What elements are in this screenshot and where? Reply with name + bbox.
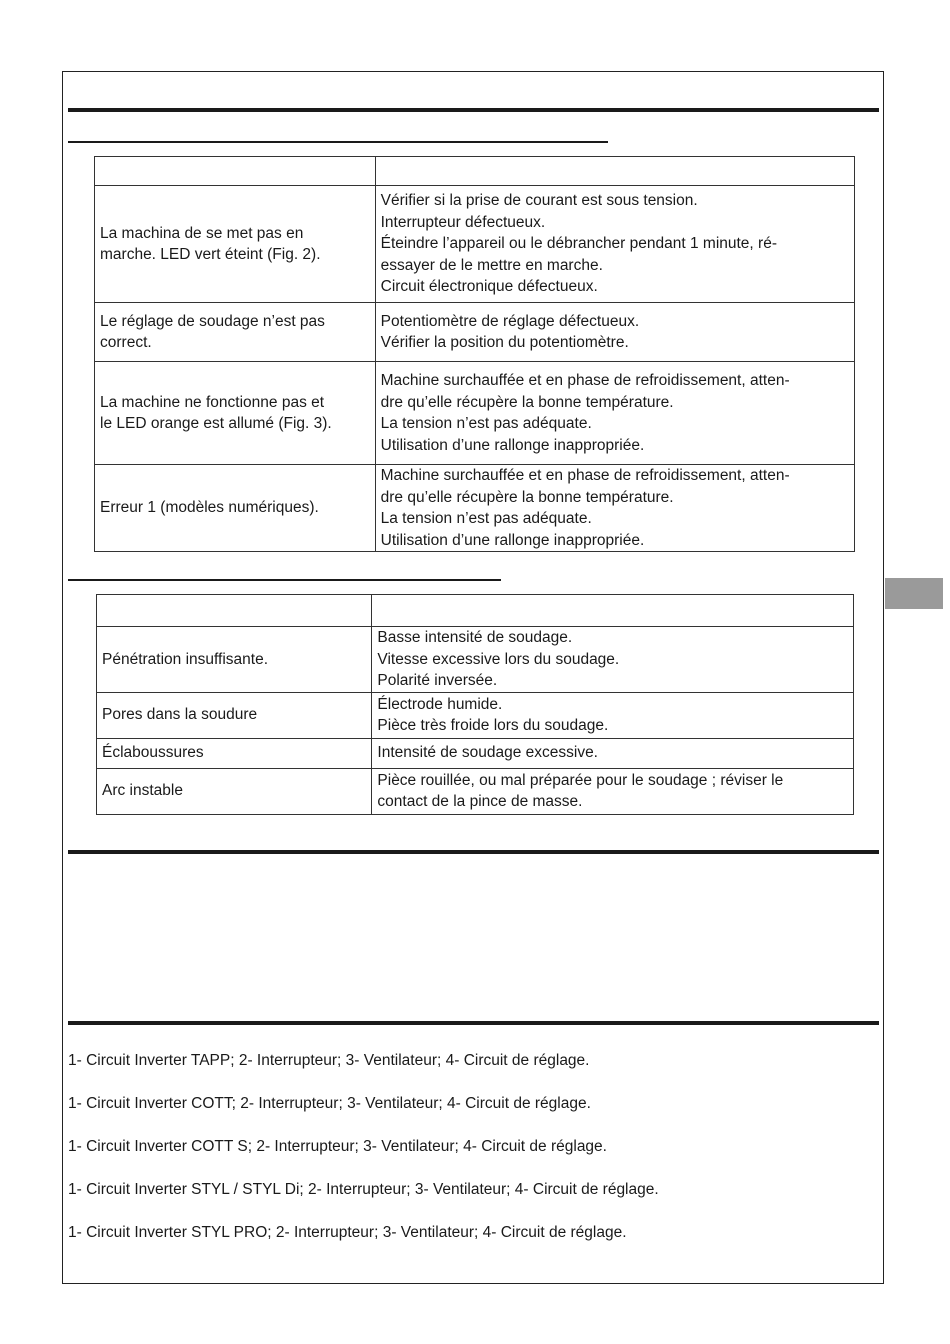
troubleshooting-table-welding <box>96 594 854 815</box>
table-header-row <box>97 595 854 627</box>
problem-cell: Éclaboussures <box>97 738 372 768</box>
section-rule-troubleshooting <box>68 108 879 112</box>
problem-cell: La machina de se met pas en marche. LED vert éteint (Fig. 2). <box>95 186 376 303</box>
parts-list-item: 1- Circuit Inverter COTT; 2- Interrupteur; 3- Ventilateur; 4- Circuit de réglage. <box>68 1095 591 1112</box>
table-row <box>95 362 855 465</box>
cause-cell: Électrode humide. Pièce très froide lors du soudage. <box>372 692 854 738</box>
problem-cell: Pores dans la soudure <box>97 692 372 738</box>
header-cell-cause <box>375 157 854 186</box>
problem-cell: La machine ne fonctionne pas et le LED orange est allumé (Fig. 3). <box>95 362 376 465</box>
troubleshooting-table-machine <box>94 156 855 552</box>
table-header-row <box>95 157 855 186</box>
table-row <box>95 186 855 303</box>
table-row <box>97 768 854 814</box>
cause-cell: Basse intensité de soudage. Vitesse excessive lors du soudage. Polarité inversée. <box>372 627 854 693</box>
problem-cell: Pénétration insuffisante. <box>97 627 372 693</box>
cause-cell: Machine surchauffée et en phase de refroidissement, atten- dre qu’elle récupère la bonne température. La tension n’est pas adéquate. Utilisation d’une rallonge inappropriée. <box>375 465 854 552</box>
table-row <box>97 627 854 693</box>
subsection-rule-welding <box>68 579 501 581</box>
table-row <box>97 738 854 768</box>
problem-cell: Erreur 1 (modèles numériques). <box>95 465 376 552</box>
section-rule-middle <box>68 850 879 854</box>
parts-list-item: 1- Circuit Inverter STYL / STYL Di; 2- Interrupteur; 3- Ventilateur; 4- Circuit de réglage. <box>68 1181 659 1198</box>
cause-cell: Machine surchauffée et en phase de refroidissement, atten- dre qu’elle récupère la bonne température. La tension n’est pas adéquate. Utilisation d’une rallonge inappropriée. <box>375 362 854 465</box>
table-row <box>95 303 855 362</box>
parts-list-item: 1- Circuit Inverter TAPP; 2- Interrupteur; 3- Ventilateur; 4- Circuit de réglage. <box>68 1052 590 1069</box>
side-tab-marker <box>885 578 943 609</box>
table-row <box>95 465 855 552</box>
header-cell-problem <box>97 595 372 627</box>
cause-cell: Intensité de soudage excessive. <box>372 738 854 768</box>
header-cell-cause <box>372 595 854 627</box>
table-row <box>97 692 854 738</box>
parts-list-item: 1- Circuit Inverter STYL PRO; 2- Interrupteur; 3- Ventilateur; 4- Circuit de réglage. <box>68 1224 627 1241</box>
parts-list-item: 1- Circuit Inverter COTT S; 2- Interrupteur; 3- Ventilateur; 4- Circuit de réglage. <box>68 1138 607 1155</box>
section-rule-parts <box>68 1021 879 1025</box>
cause-cell: Pièce rouillée, ou mal préparée pour le soudage ; réviser le contact de la pince de masse. <box>372 768 854 814</box>
problem-cell: Arc instable <box>97 768 372 814</box>
problem-cell: Le réglage de soudage n’est pas correct. <box>95 303 376 362</box>
subsection-rule-machine <box>68 141 608 143</box>
cause-cell: Potentiomètre de réglage défectueux. Vérifier la position du potentiomètre. <box>375 303 854 362</box>
header-cell-problem <box>95 157 376 186</box>
cause-cell: Vérifier si la prise de courant est sous tension. Interrupteur défectueux. Éteindre l’appareil ou le débrancher pendant 1 minute, ré- essayer de le mettre en marche. Circuit électronique défectueux. <box>375 186 854 303</box>
